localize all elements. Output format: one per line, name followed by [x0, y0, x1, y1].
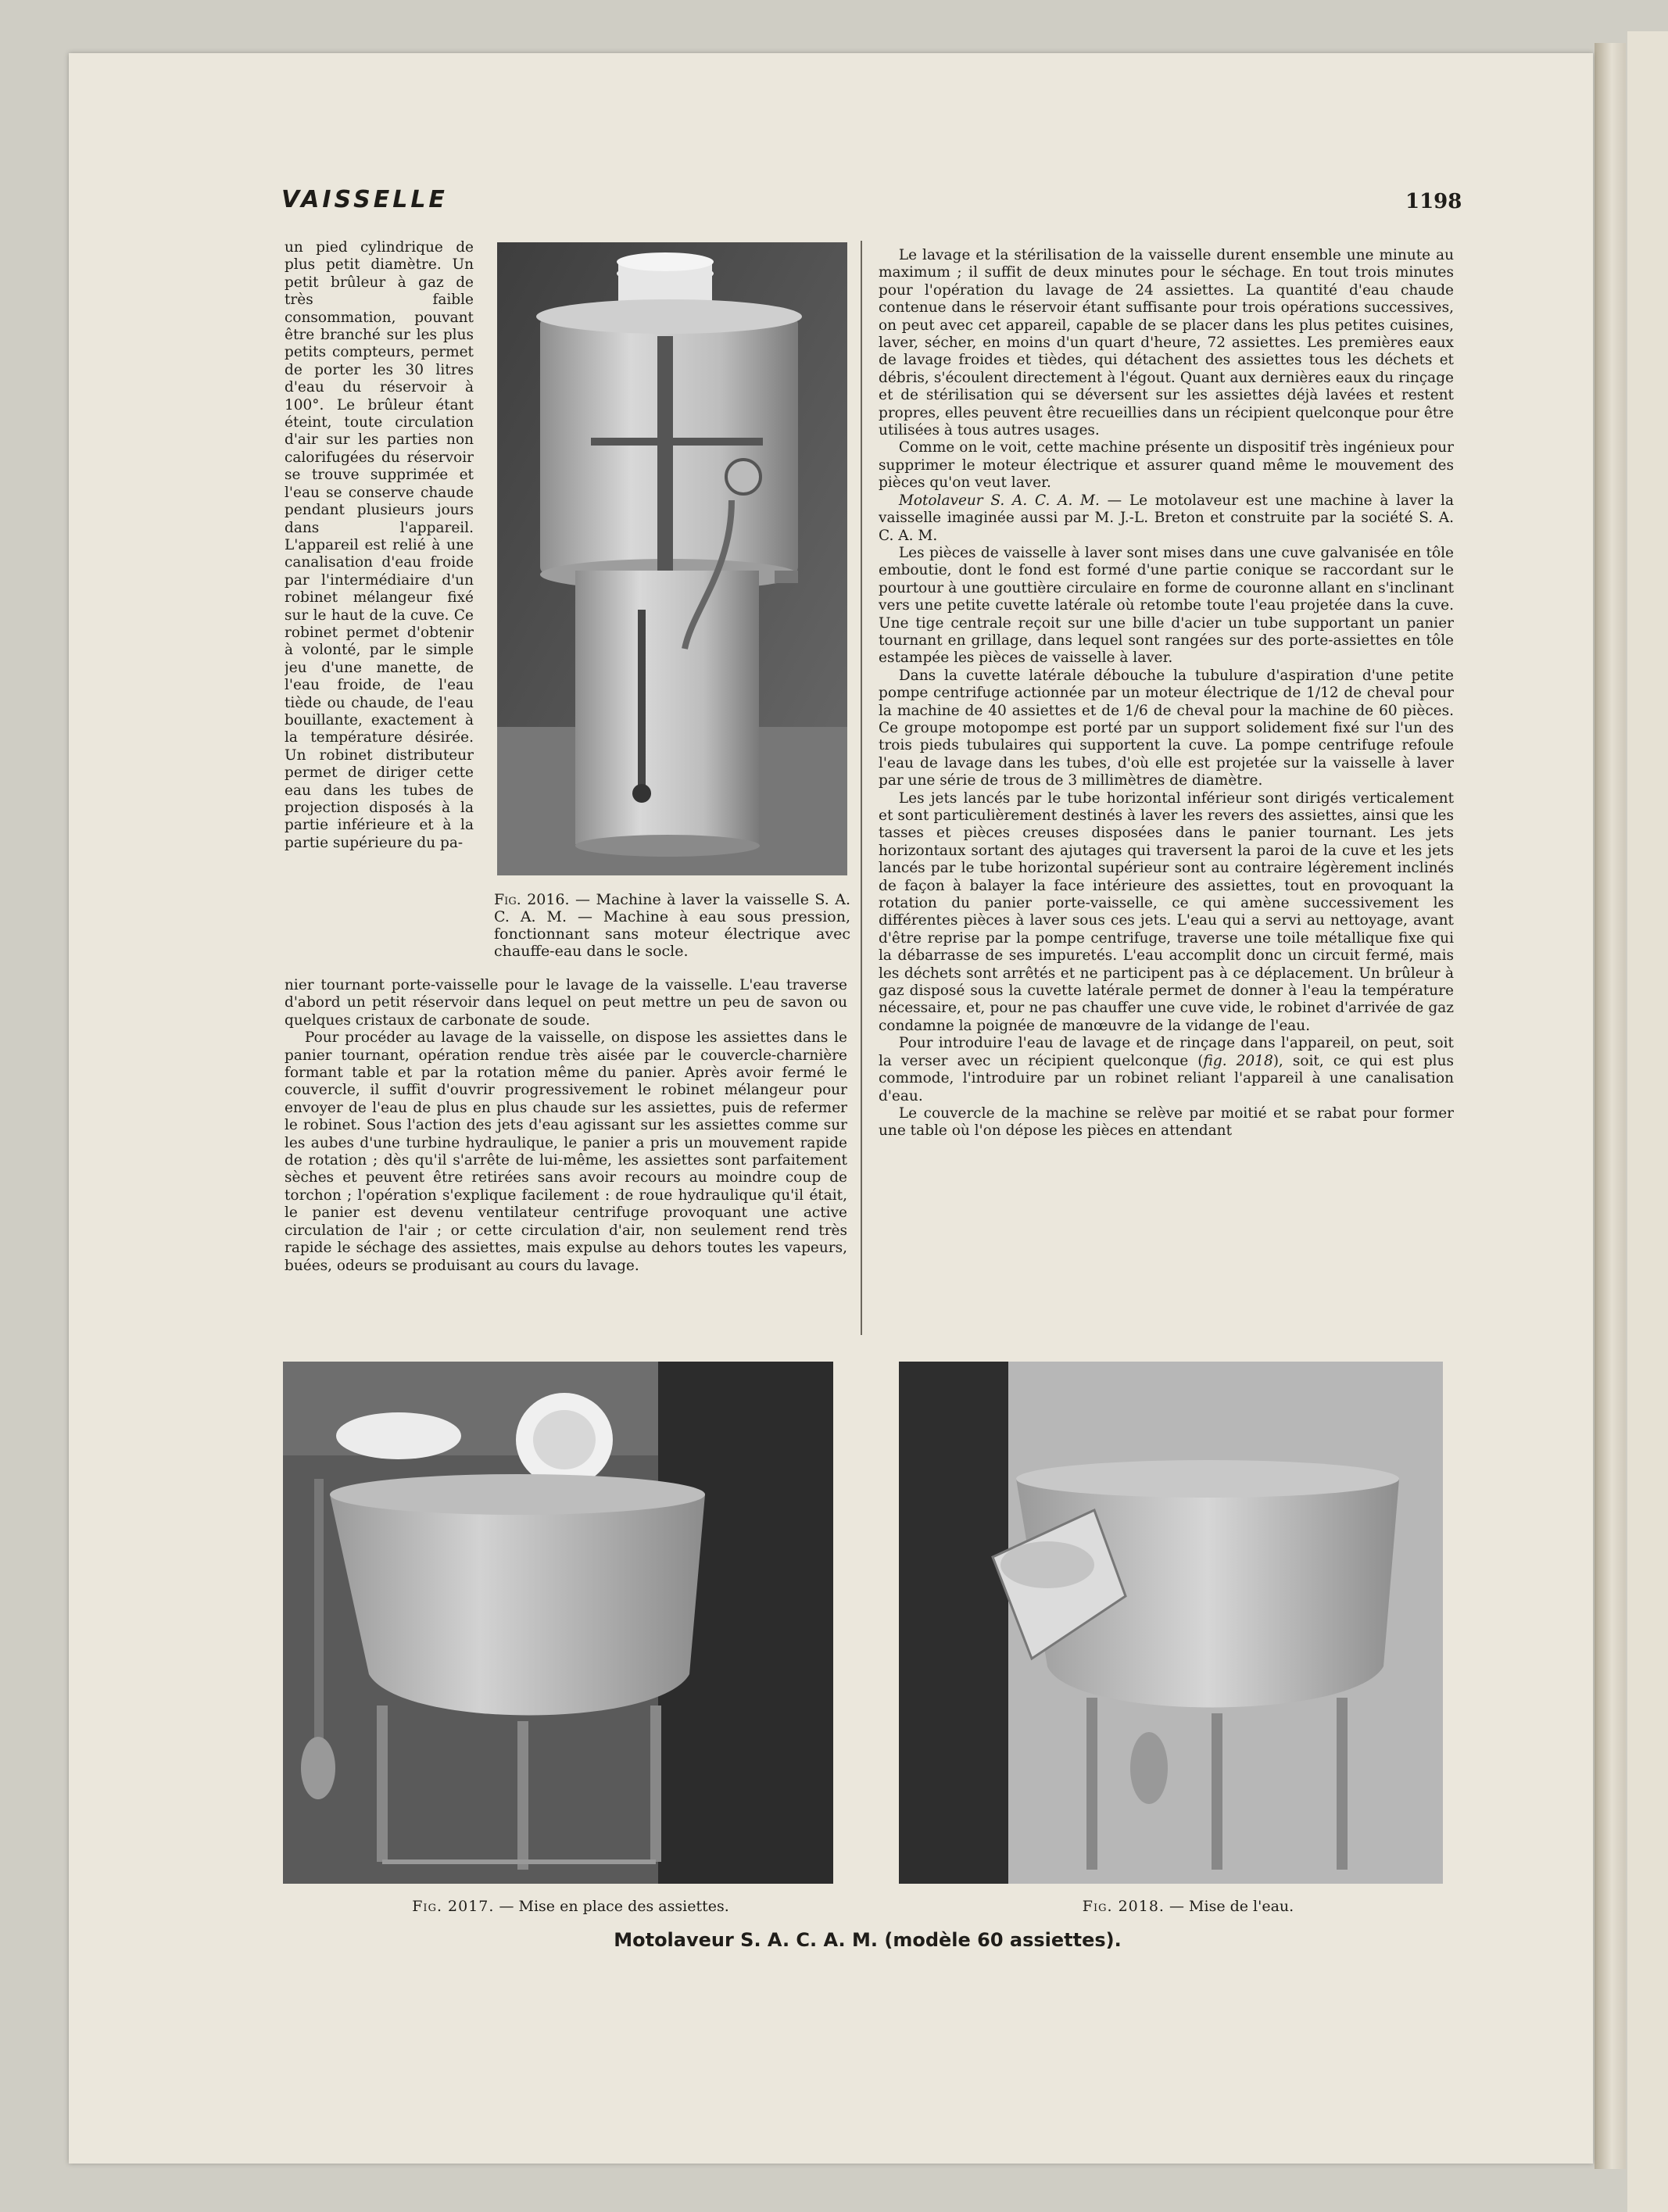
paragraph: Les jets lancés par le tube horizontal inférieur sont dirigés verticalement et sont particulièrement destinés à laver les revers des assiettes, ainsi que les tasses et pièces creuses disposées dans le panier tournant. Les jets horizontaux sortant des ajutages qui traversent la paroi de la cuve et les jets lancés par le tube horizontal supérieur sont au contraire légèrement inclinés de façon à balayer la face intérieure des assiettes, tout en provoquant la rotation du panier porte-vaisselle, ce qui amène successivement les différentes pièces à laver sous ces jets. L'eau qui a servi au nettoyage, avant d'être reprise par la pompe centrifuge, traverse une toile métallique fixe qui la débarrasse de ses impuretés. L'eau accomplit donc un circuit fermé, mais les déchets sont arrêtés et ne participent pas à ce déplacement. Un brûleur à gaz disposé sous la cuvette latérale permet de donner à l'eau la température nécessaire, et, pour ne pas chauffer une cuve vide, le robinet d'arrivée de gaz condamne la poignée de manœuvre de la vidange de l'eau.: [879, 789, 1454, 1034]
photo-fig-2018: [899, 1362, 1443, 1884]
adjacent-page-edge: [1627, 31, 1668, 2212]
caption-fig-2017: [367, 1898, 774, 1915]
figure-label: Fig. 2018.: [1082, 1898, 1165, 1915]
caption-text: — Mise en place des assiettes.: [494, 1898, 729, 1915]
paragraph: Le couvercle de la machine se relève par moitié et se rabat pour former une table où l'on dépose les pièces en attendant: [879, 1104, 1454, 1140]
running-head: VAISSELLE: [281, 186, 448, 213]
article-text-narrow-column: [285, 239, 474, 975]
paragraph: un pied cylindrique de plus petit diamètre. Un petit brûleur à gaz de très faible consommation, pouvant être branché sur les plus petits compteurs, permet de porter les 30 litres d'eau du réservoir à 100°. Le brûleur étant éteint, toute circulation d'air sur les parties non calorifugées du réservoir se trouve supprimée et l'eau se conserve chaude pendant plusieurs jours dans l'appareil. L'appareil est relié à une canalisation d'eau froide par l'intermédiaire d'un robinet mélangeur fixé sur le haut de la cuve. Ce robinet permet d'obtenir à volonté, par le simple jeu d'une manette, de l'eau froide, de l'eau tiède ou chaude, de l'eau bouillante, exactement à la température désirée. Un robinet distributeur permet de diriger cette eau dans les tubes de projection disposés à la partie inférieure et à la partie supérieure du pa-: [285, 239, 474, 851]
paragraph: Dans la cuvette latérale débouche la tubulure d'aspiration d'une petite pompe centrifuge actionnée par un moteur électrique de 1/12 de cheval pour la machine de 40 assiettes et de 1/6 de cheval pour la machine de 60 pièces. Ce groupe motopompe est porté par un support solidement fixé sur l'un des trois pieds tubulaires qui supportent la cuve. La pompe centrifuge refoule l'eau de lavage dans les tubes, d'où elle est projetée sur la vaisselle à laver par une série de trous de 3 millimètres de diamètre.: [879, 667, 1454, 789]
paragraph-text: ), soit, ce qui est plus commode, l'introduire par un robinet reliant l'appareil à une canalisation d'eau.: [879, 1052, 1454, 1104]
caption-text: — Mise de l'eau.: [1164, 1898, 1294, 1915]
section-heading: Motolaveur S. A. C. A. M.: [898, 492, 1100, 509]
paragraph: [879, 492, 1454, 545]
caption-text: — Machine à laver la vaisselle S. A. C. A. M. — Machine à eau sous pression, fonctionnant sans moteur électrique avec chauffe-eau dans le socle.: [494, 891, 850, 960]
figure-label: Fig. 2016.: [494, 891, 570, 908]
page-number: 1198: [1405, 190, 1462, 213]
caption-fig-2016: [494, 891, 850, 960]
photo-fig-2016: [497, 242, 847, 875]
column-rule: [861, 241, 862, 1335]
paragraph: Le lavage et la stérilisation de la vaisselle durent ensemble une minute au maximum ; il suffit de deux minutes pour le séchage. En tout trois minutes pour l'opération du lavage de 24 assiettes. La quantité d'eau chaude contenue dans le réservoir étant suffisante pour trois opérations successives, on peut avec cet appareil, capable de se placer dans les plus petites cuisines, laver, sécher, en moins d'un quart d'heure, 72 assiettes. Les premières eaux de lavage froides et tièdes, qui détachent des assiettes tous les déchets et débris, s'écoulent directement à l'égout. Quant aux dernières eaux du rinçage et de stérilisation qui se déversent sur les assiettes déjà lavées et restent propres, elles peuvent être recueillies dans un récipient quelconque pour être utilisées à tous autres usages.: [879, 247, 1454, 439]
caption-fig-2018: [1008, 1898, 1368, 1915]
paragraph: Comme on le voit, cette machine présente un dispositif très ingénieux pour supprimer le moteur électrique et assurer quand même le mouvement des pièces qu'on veut laver.: [879, 439, 1454, 492]
paragraph: Pour procéder au lavage de la vaisselle, on dispose les assiettes dans le panier tournant, opération rendue très aisée par le couvercle-charnière formant table et par la rotation même du panier. Après avoir fermé le couvercle, il suffit d'ouvrir progressivement le robinet mélangeur pour envoyer de l'eau de plus en plus chaude sur les assiettes, puis de refermer le robinet. Sous l'action des jets d'eau agissant sur les assiettes comme sur les aubes d'une turbine hydraulique, le panier a pris un mouvement rapide de rotation ; dès qu'il s'arrête de lui-même, les assiettes sont parfaitement sèches et peuvent être retirées sans avoir recours au moindre coup de torchon ; l'opération s'explique facilement : de roue hydraulique qu'il était, le panier est devenu ventilateur centrifuge provoquant une active circulation de l'air ; or cette circulation d'air, non seulement rend très rapide le séchage des assiettes, mais expulse au dehors toutes les vapeurs, buées, odeurs se produisant au cours du lavage.: [285, 1029, 847, 1274]
paragraph: Les pièces de vaisselle à laver sont mises dans une cuve galvanisée en tôle emboutie, dont le fond est formé d'une partie conique se raccordant sur le pourtour à une gouttière circulaire en forme de couronne allant en s'inclinant vers une petite cuvette latérale où retombe toute l'eau projetée dans la cuve. Une tige centrale reçoit sur une bille d'acier un tube supportant un panier tournant en grillage, dans lequel sont rangées sur des porte-assiettes en tôle estampée les pièces de vaisselle à laver.: [879, 544, 1454, 667]
photo-fig-2017: [283, 1362, 833, 1884]
paragraph: [879, 1035, 1454, 1105]
photo-group-caption: Motolaveur S. A. C. A. M. (modèle 60 assiettes).: [614, 1929, 1122, 1951]
figure-reference: fig. 2018: [1203, 1052, 1273, 1069]
book-spine: [1595, 43, 1626, 2169]
paragraph-text: — Le motolaveur est une machine à laver la vaisselle imaginée aussi par M. J.-L. Breton et construite par la société S. A. C. A. M.: [879, 492, 1454, 544]
paragraph-text: Pour introduire l'eau de lavage et de rinçage dans l'appareil, on peut, soit la verser avec un récipient quelconque (: [879, 1035, 1454, 1069]
article-text-right-column: [879, 247, 1454, 1340]
figure-label: Fig. 2017.: [412, 1898, 495, 1915]
article-text-lower-left: [285, 977, 847, 1337]
paragraph: nier tournant porte-vaisselle pour le lavage de la vaisselle. L'eau traverse d'abord un petit réservoir dans lequel on peut mettre un peu de savon ou quelques cristaux de carbonate de soude.: [285, 977, 847, 1029]
